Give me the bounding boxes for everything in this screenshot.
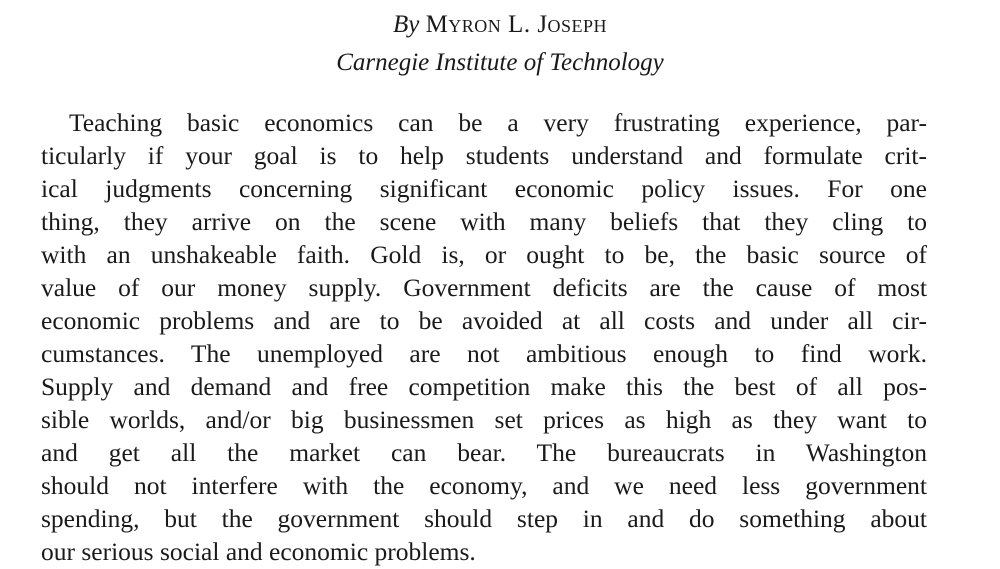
paragraph-line: spending, but the government should step in and do something about [41, 504, 927, 533]
paragraph-line: value of our money supply. Government deficits are the cause of most [41, 273, 927, 302]
paragraph-line: ticularly if your goal is to help students understand and formulate crit- [41, 141, 927, 170]
paragraph-line: economic problems and are to be avoided at all costs and under all cir- [41, 306, 927, 335]
paragraph-line: cumstances. The unemployed are not ambitious enough to find work. [41, 339, 927, 368]
paragraph-line: our serious social and economic problems. [41, 537, 476, 566]
author-name: Myron L. Joseph [425, 11, 608, 38]
paragraph-line: sible worlds, and/or big businessmen set prices as high as they want to [41, 405, 927, 434]
paragraph-line: Supply and demand and free competition make this the best of all pos- [41, 372, 927, 401]
author-byline [0, 8, 1000, 42]
author-affiliation: Carnegie Institute of Technology [336, 49, 664, 76]
paragraph-line: and get all the market can bear. The bureaucrats in Washington [41, 438, 927, 467]
paragraph-line: Teaching basic economics can be a very frustrating experience, par- [69, 108, 927, 137]
paragraph-line: ical judgments concerning significant economic policy issues. For one [41, 174, 927, 203]
paragraph-line: should not interfere with the economy, and we need less government [41, 471, 927, 500]
paragraph-line: thing, they arrive on the scene with many beliefs that they cling to [41, 207, 927, 236]
body-paragraph [41, 106, 927, 568]
byline-prefix: By [392, 11, 420, 38]
paragraph-line: with an unshakeable faith. Gold is, or ought to be, the basic source of [41, 240, 927, 269]
